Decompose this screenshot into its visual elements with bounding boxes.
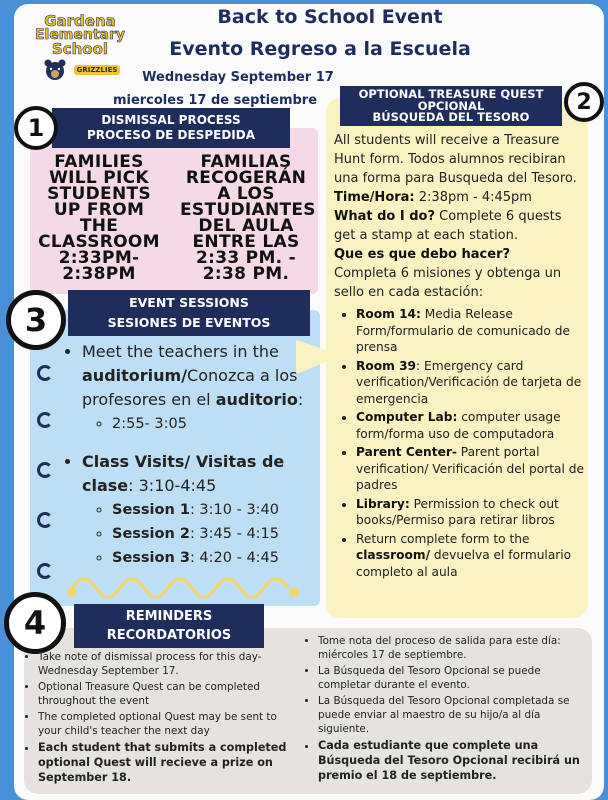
treasure-intro: All students will receive a Treasure Hunt form. Todos alumnos recibiran una forma para Busqueda del Tesoro. [334,133,577,186]
reminders-heading-spanish: RECORDATORIOS [106,628,232,643]
dismissal-text-english: FAMILIES WILL PICK STUDENTS UP FROM THE CLASSROOM 2:33PM-2:38PM [38,152,160,284]
station-text: devuelva el formulario completo al aula [356,548,572,579]
treasure-what-value: Complete 6 quests get a stamp at each station. [334,209,562,243]
ring-hook-icon [37,512,53,528]
logo-line2: Elementary [34,27,126,43]
dismissal-heading-english: DISMISSAL PROCESS [101,113,241,127]
reminders-right-list [318,634,588,783]
list-item [356,531,586,581]
event-date-spanish: miercoles 17 de septiembre [112,93,318,108]
list-item [356,306,586,356]
station-label: Parent Center- [356,445,457,459]
visits-time: : 3:10-4:45 [128,476,217,495]
sessions-content [64,340,316,570]
section-number-2 [564,82,604,122]
reminders-left [26,650,294,787]
station-label: classroom/ [356,548,431,562]
list-item: ◦ 2:55- 3:05 [112,412,316,436]
sessions-heading-english: EVENT SESSIONS [129,295,249,310]
treasure-heading-line3: BÚSQUEDA DEL TESORO [372,110,530,124]
treasure-heading [340,86,562,126]
dismissal-text-spanish: FAMILIAS RECOGERÁN A LOS ESTUDIANTES DEL AULA ENTRE LAS 2:33 PM. - 2:38 PM. [180,152,316,284]
treasure-que-label: Que es que debo hacer? [334,247,511,262]
list-item [82,340,316,436]
list-item: • Each student that submits a completed optional Quest will recieve a prize on September 18. [38,740,294,785]
logo-mascot-label: GRIZZLIES [74,65,121,75]
reminders-left-list [38,650,294,785]
meet-time-list [112,412,316,436]
section-number-4-label: 4 [23,604,47,642]
list-item [112,546,316,570]
session-label: Session 2 [112,526,190,542]
station-text: Parent portal verification/ Verificación del portal de padres [356,445,584,492]
section-number-3 [6,290,66,350]
ring-hook-icon [37,563,53,579]
station-label: Library: [356,496,410,511]
treasure-heading-line2: OPCIONAL [417,98,485,113]
list-item: • Cada estudiante que complete una Búsqueda del Tesoro Opcional recibirá un premio el 18 de septiembre. [318,738,588,783]
decorative-loops-icon [66,568,304,602]
sessions-heading-spanish: SESIONES DE EVENTOS [107,315,271,330]
list-item [82,450,316,570]
station-label: Computer Lab: [356,410,458,424]
treasure-que-value: Completa 6 misiones y obtenga un sello en cada estación: [334,266,562,300]
meet-bold: auditorium/ [82,366,188,385]
treasure-content [334,131,586,582]
ring-hook-icon [37,462,53,478]
session-time: : 3:10 - 3:40 [189,502,280,518]
list-item: • La Búsqueda del Tesoro Opcional completada se puede enviar al maestro de su hijo/a al día siguiente. [318,694,588,736]
logo-line1: Gardena [44,12,116,30]
station-label: Room 39 [356,358,417,373]
ring-hook-icon [37,412,53,428]
sessions-list [82,340,316,570]
list-item [112,498,316,522]
section-number-2-label: 2 [576,89,592,115]
list-item [356,358,586,408]
session-label: Session 1 [112,502,190,518]
session-label: Session 3 [112,550,190,566]
treasure-station-list [356,306,586,580]
bear-mascot-icon [40,58,70,82]
list-item [356,409,586,442]
station-text: computer usage form/forma uso de computadora [356,410,561,441]
dismissal-heading [52,108,290,148]
list-item: • La Búsqueda del Tesoro Opcional se puede completar durante el evento. [318,664,588,692]
ring-hook-icon [37,365,53,381]
meet-text-es: Conozca a los profesores en el [82,366,298,409]
treasure-que [334,245,586,264]
meet-bold-es: auditorio [215,390,298,409]
logo-line3: School [51,40,109,58]
title-english: Back to School Event [217,6,443,28]
station-text: : Emergency card verification/Verificación de tarjeta de emergencia [356,358,582,406]
list-item: • Optional Treasure Quest can be completed throughout the event [38,680,294,708]
station-text: Return complete form to the [356,531,530,546]
treasure-what [334,207,586,245]
treasure-time-value: 2:38pm - 4:45pm [414,190,532,205]
reminders-heading-english: REMINDERS [125,609,213,624]
list-item [356,496,586,529]
list-item [356,444,586,494]
section-number-4 [4,592,66,654]
treasure-time-label: Time/Hora: [334,190,415,205]
visits-bold: Class Visits/ Visitas de clase [82,452,285,495]
station-text: Media Release Form/formulario de comunicado de prensa [356,307,570,354]
treasure-what-label: What do I do? [334,209,436,224]
list-item: • Take note of dismissal process for this day- Wednesday September 17. [38,650,294,678]
list-item: • The completed optional Quest may be sent to your child's teacher the next day [38,710,294,738]
section-number-3-label: 3 [24,301,48,339]
meet-colon: : [297,390,304,409]
sessions-heading [68,290,310,336]
session-time: : 3:45 - 4:15 [189,526,280,542]
session-time: : 4:20 - 4:45 [189,550,280,566]
reminders-heading [74,604,264,648]
session-time-list [112,498,316,570]
list-item: • Tome nota del proceso de salida para este día: miércoles 17 de septiembre. [318,634,588,662]
title-spanish: Evento Regreso a la Escuela [169,38,471,60]
station-label: Room 14: [356,307,421,321]
meet-text: Meet the teachers in the [82,342,279,361]
list-item [112,522,316,546]
treasure-time [334,188,586,207]
school-logo [30,14,130,94]
station-text: Permission to check out books/Permiso para retirar libros [356,496,559,527]
section-number-1-label: 1 [27,114,45,142]
section-number-1 [14,106,58,150]
dismissal-heading-spanish: PROCESO DE DESPEDIDA [86,128,256,142]
event-date-english: Wednesday September 17 [142,70,334,85]
reminders-right [306,634,588,785]
treasure-heading-line1: OPTIONAL TREASURE QUEST [358,87,544,101]
